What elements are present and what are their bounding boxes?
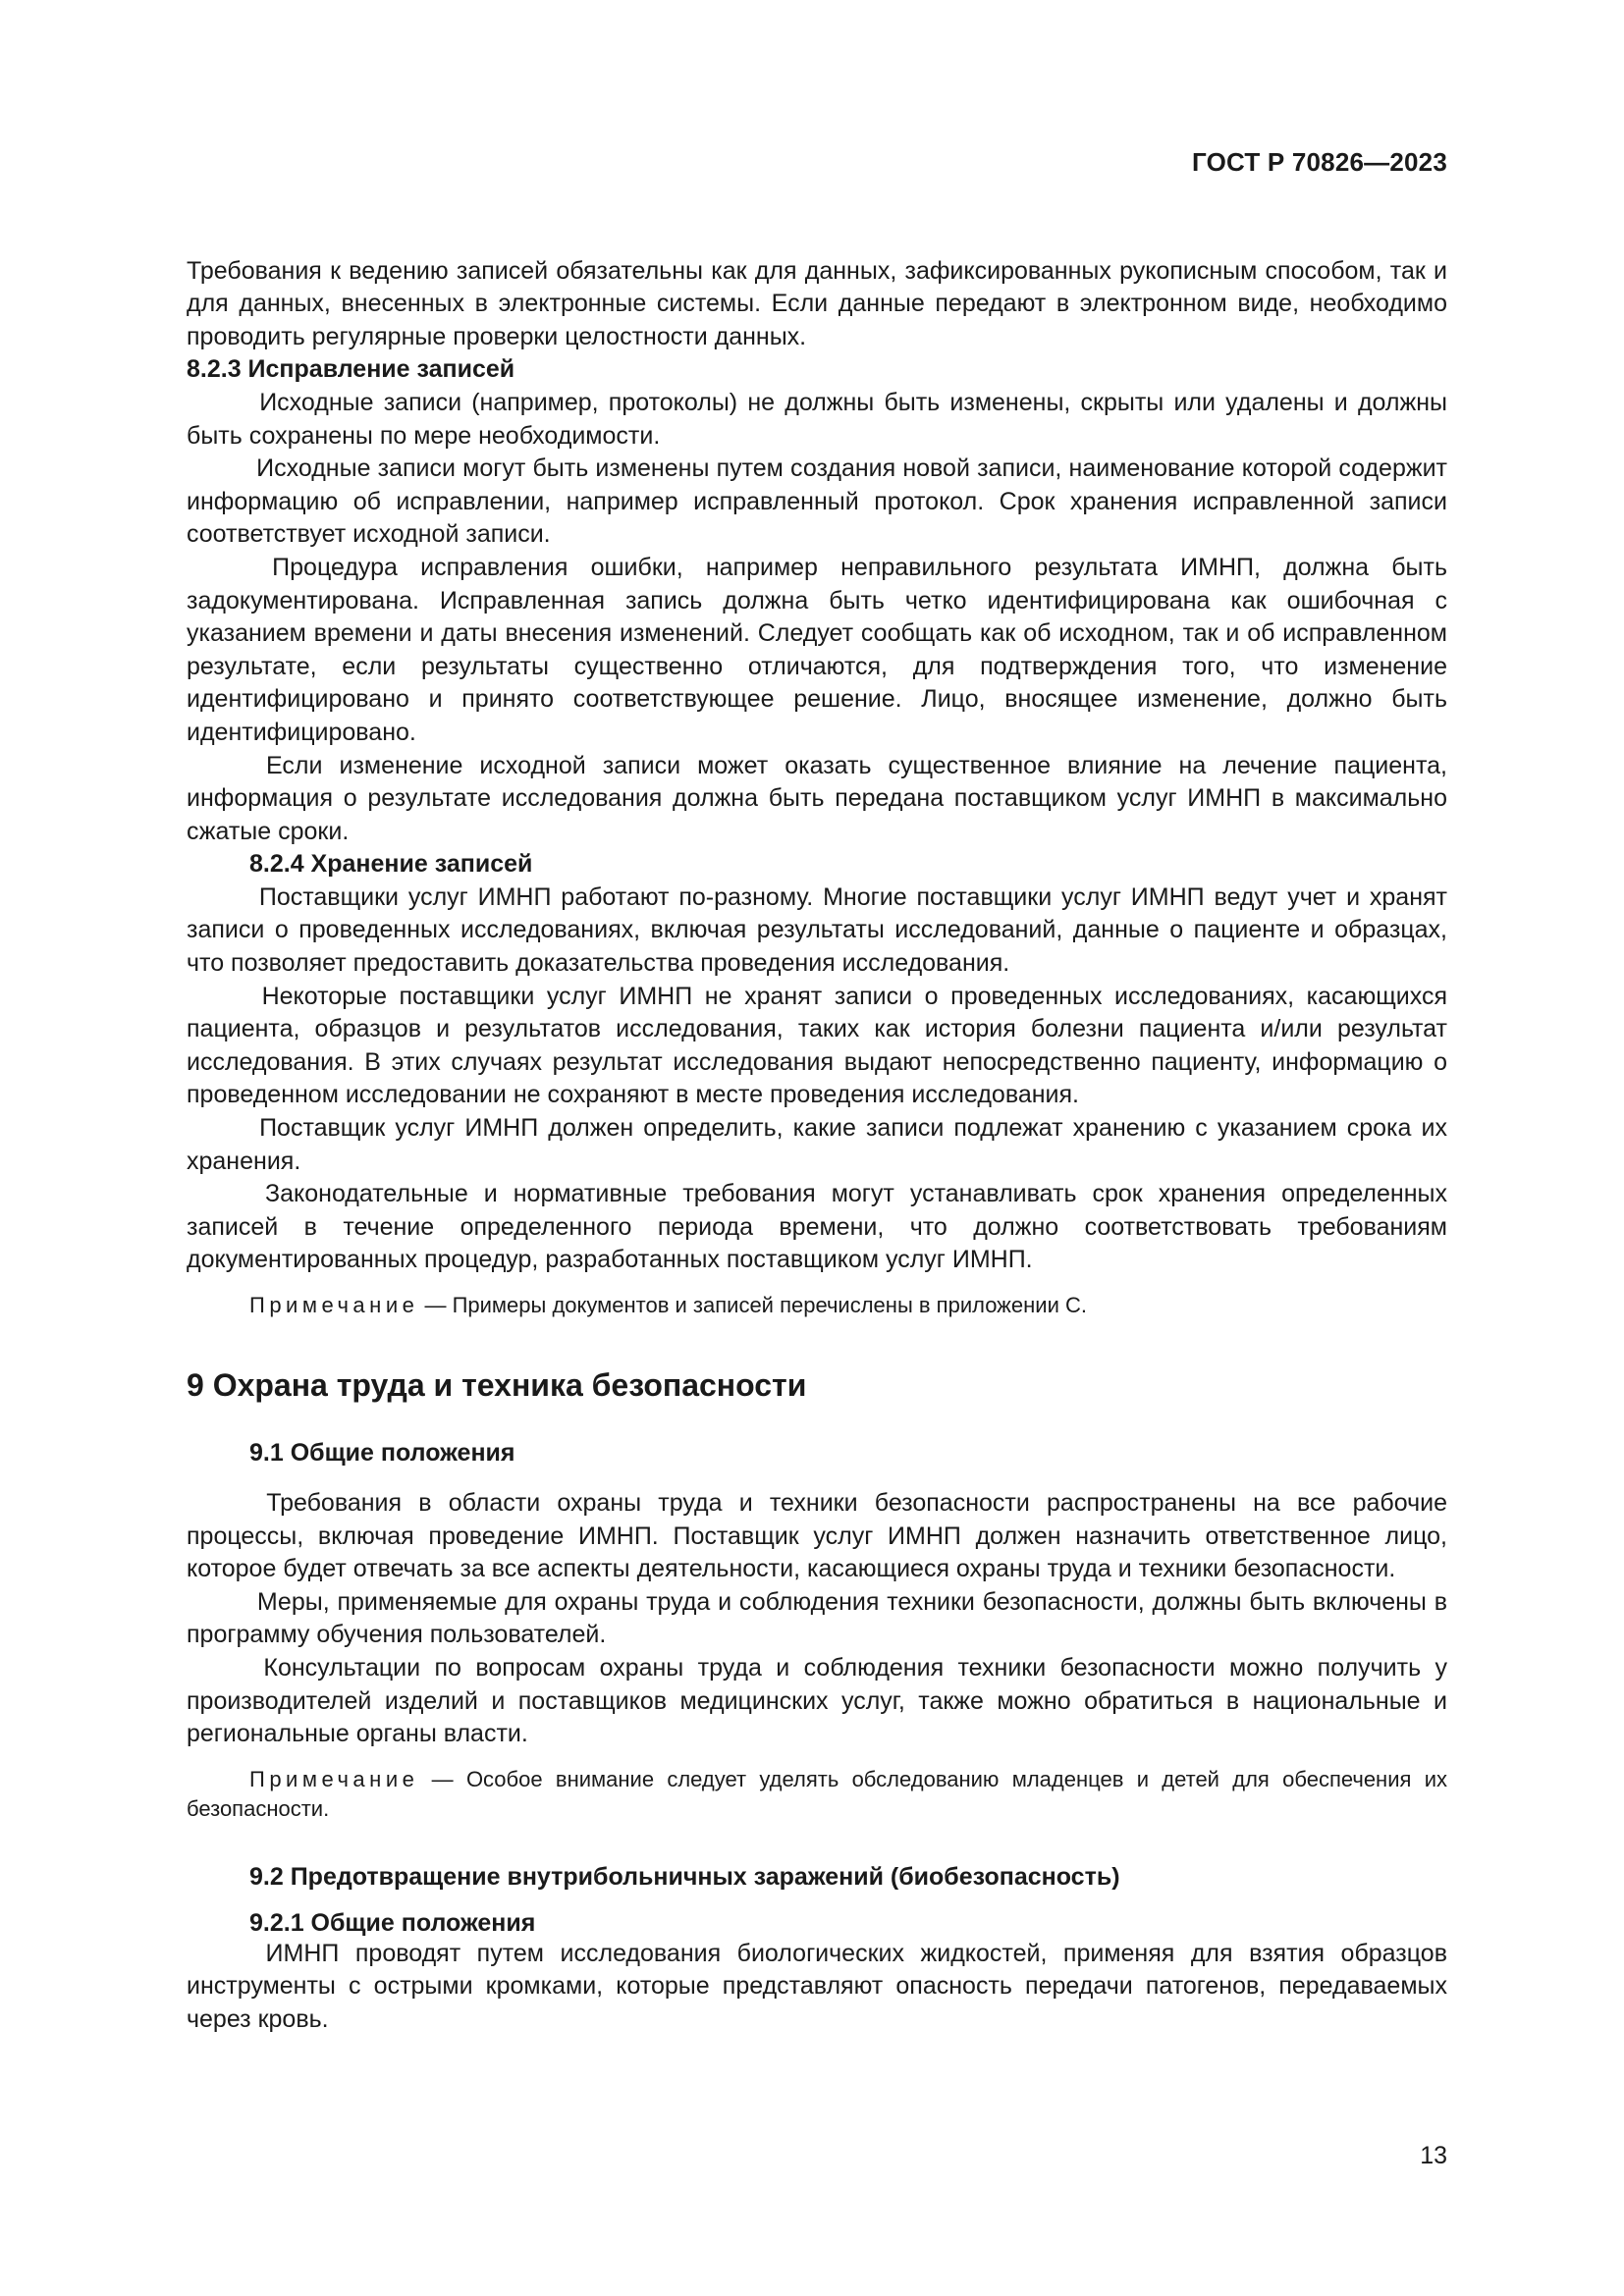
paragraph-safety-measures bbox=[187, 1586, 1447, 1652]
paragraph-treatment-impact bbox=[187, 750, 1447, 849]
note-text: Примеры документов и записей перечислены в приложении C. bbox=[452, 1293, 1087, 1317]
note-text: Особое внимание следует уделять обследованию младенцев и детей для обеспечения их безопасности. bbox=[187, 1766, 1447, 1821]
paragraph-biological-fluids bbox=[187, 1938, 1447, 2037]
paragraph-error-correction bbox=[187, 552, 1447, 750]
paragraph-text: Процедура исправления ошибки, например неправильного результата ИМНП, должна быть задокументирована. Исправленная запись должна быть четко идентифицирована как ошибочная с указанием времени и даты внесения изменений. Следует сообщать как об исходном, так и об исправленном результате, если результаты существенно отличаются, для подтверждения того, что изменение идентифицировано и принято соответствующее решение. Лицо, вносящее изменение, должно быть идентифицировано. bbox=[187, 553, 1447, 746]
paragraph-original-records bbox=[187, 387, 1447, 453]
note-documents bbox=[187, 1291, 1447, 1320]
paragraph-text: Требования к ведению записей обязательны как для данных, зафиксированных рукописным способом, так и для данных, внесенных в электронные системы. Если данные передают в электронном виде, необходимо проводить регулярные проверки целостности данных. bbox=[187, 256, 1447, 350]
paragraph-text: Требования в области охраны труда и техники безопасности распространены на все рабочие процессы, включая проведение ИМНП. Поставщик услуг ИМНП должен назначить ответственное лицо, которое будет отвечать за все аспекты деятельности, касающиеся охраны труда и техники безопасности. bbox=[187, 1489, 1447, 1583]
note-label: Примечание bbox=[249, 1766, 419, 1791]
paragraph-text: Исходные записи (например, протоколы) не должны быть изменены, скрыты или удалены и должны быть сохранены по мере необходимости. bbox=[187, 388, 1447, 450]
paragraph-safety-requirements bbox=[187, 1487, 1447, 1586]
note-infants bbox=[187, 1765, 1447, 1824]
paragraph-text: Если изменение исходной записи может оказать существенное влияние на лечение пациента, информация о результате исследования должна быть передана поставщиком услуг ИМНП в максимально сжатые сроки. bbox=[187, 751, 1447, 845]
heading-8-2-4: 8.2.4 Хранение записей bbox=[249, 850, 533, 879]
paragraph-providers-no-records bbox=[187, 981, 1447, 1112]
paragraph-text: Законодательные и нормативные требования могут устанавливать срок хранения определенных записей в течение определенного периода времени, что должно соответствовать требованиям документированных процедур, разработанных поставщиком услуг ИМНП. bbox=[187, 1180, 1447, 1274]
section-9-title: 9 Охрана труда и техника безопасности bbox=[187, 1367, 807, 1403]
heading-9-1: 9.1 Общие положения bbox=[249, 1439, 515, 1467]
paragraph-records-change bbox=[187, 453, 1447, 552]
page-number: 13 bbox=[1420, 2142, 1447, 2169]
paragraph-provider-define bbox=[187, 1112, 1447, 1178]
paragraph-text: ИМНП проводят путем исследования биологических жидкостей, применяя для взятия образцов инструменты с острыми кромками, которые представляют опасность передачи патогенов, передаваемых через кровь. bbox=[187, 1939, 1447, 2033]
paragraph-text: Исходные записи могут быть изменены путем создания новой записи, наименование которой содержит информацию об исправлении, например исправленный протокол. Срок хранения исправленной записи соответствует исходной записи. bbox=[187, 454, 1447, 549]
heading-8-2-3: 8.2.3 Исправление записей bbox=[187, 355, 515, 384]
paragraph-consultations bbox=[187, 1652, 1447, 1751]
paragraph-records-requirements bbox=[187, 222, 1447, 353]
note-label: Примечание bbox=[249, 1293, 419, 1317]
heading-9-2: 9.2 Предотвращение внутрибольничных заражений (биобезопасность) bbox=[249, 1862, 1120, 1891]
paragraph-text: Поставщики услуг ИМНП работают по-разному. Многие поставщики услуг ИМНП ведут учет и хранят записи о проведенных исследованиях, включая результаты исследований, данные о пациенте и образцах, что позволяет предоставить доказательства проведения исследования. bbox=[187, 882, 1448, 978]
paragraph-text: Меры, применяемые для охраны труда и соблюдения техники безопасности, должны быть включены в программу обучения пользователей. bbox=[187, 1587, 1447, 1649]
paragraph-text: Некоторые поставщики услуг ИМНП не хранят записи о проведенных исследованиях, касающихся пациента, образцов и результатов исследования, таких как история болезни пациента и/или результат исследования. В этих случаях результат исследования выдают непосредственно пациенту, информацию о проведенном исследовании не сохраняют в месте проведения исследования. bbox=[187, 982, 1447, 1109]
paragraph-providers-work bbox=[187, 881, 1447, 981]
note-dash: — bbox=[431, 1766, 454, 1791]
note-dash: — bbox=[424, 1293, 447, 1317]
paragraph-text: Консультации по вопросам охраны труда и соблюдения техники безопасности можно получить у производителей изделий и поставщиков медицинских услуг, также можно обратиться в национальные и региональные органы власти. bbox=[187, 1653, 1447, 1748]
paragraph-text: Поставщик услуг ИМНП должен определить, какие записи подлежат хранению с указанием срока их хранения. bbox=[187, 1114, 1447, 1175]
heading-9-2-1: 9.2.1 Общие положения bbox=[249, 1908, 536, 1937]
main-text-flow bbox=[187, 222, 1447, 2037]
document-code-header: ГОСТ Р 70826—2023 bbox=[1192, 147, 1447, 177]
paragraph-legal-requirements bbox=[187, 1178, 1447, 1277]
